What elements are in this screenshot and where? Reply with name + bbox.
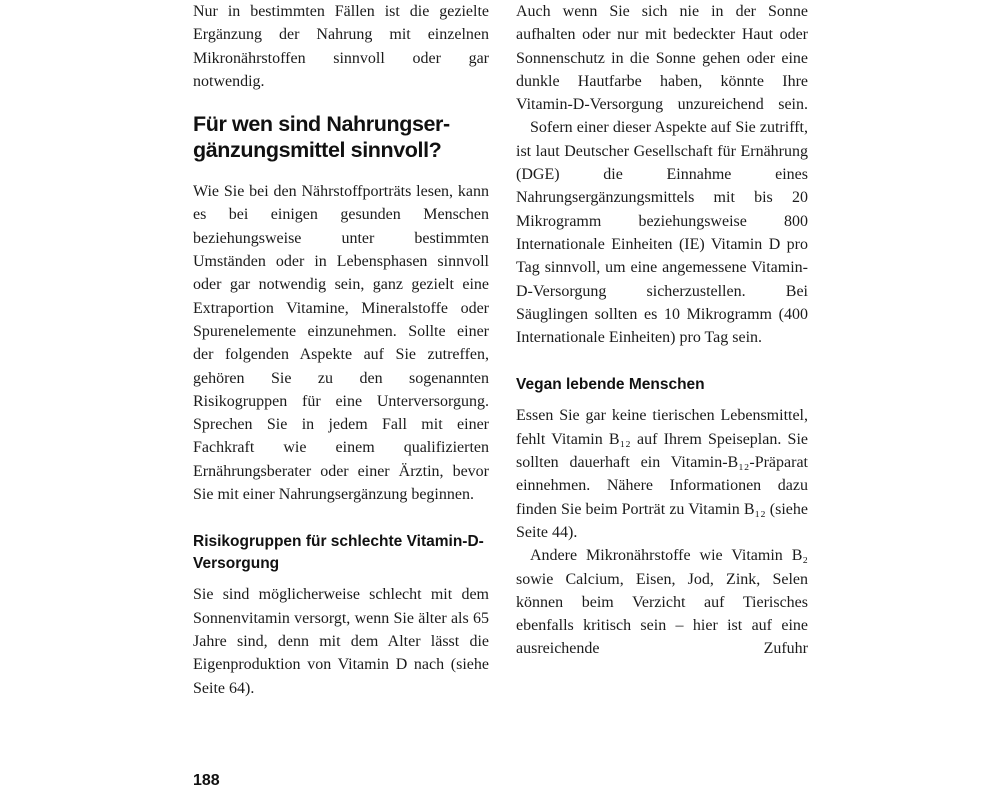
column-right — [516, 0, 808, 661]
column-left — [193, 0, 489, 700]
subsection-heading-vitamin-d: Risikogruppen für schlechte Vitamin-D-Versorgung — [193, 533, 484, 573]
paragraph-intro: Nur in bestimmten Fällen ist die gezielte Ergänzung der Nahrung mit einzelnen Mikronährstoffen sinnvoll oder gar notwendig. — [193, 3, 489, 90]
section-heading-line2: gänzungsmittel sinnvoll? — [193, 138, 442, 163]
page-number: 188 — [193, 772, 220, 789]
paragraph-vitamin-d: Sie sind möglicherweise schlecht mit dem Sonnenvitamin versorgt, wenn Sie älter als 65 Jahre sind, denn mit dem Alter lässt die Eigenproduktion von Vitamin D nach (siehe Seite 64). — [193, 586, 489, 697]
subsection-heading-vegan: Vegan lebende Menschen — [516, 376, 705, 394]
paragraph-risk-groups-intro: Wie Sie bei den Nährstoffporträts lesen, kann es bei einigen gesunden Menschen beziehungsweise unter bestimmten Umständen oder in Lebensphasen sinnvoll oder gar notwendig sein, ganz gezielt eine Extraportion Vitamine, Mineralstoffe oder Spurenelemente einzunehmen. Sollte einer der folgenden Aspekte auf Sie zutreffen, gehören Sie zu den sogenannten Risikogruppen für eine Unterversorgung. Sprechen Sie in jedem Fall mit einer Fachkraft wie einem qualifizierten Ernährungsberater oder einer Ärztin, bevor Sie mit einer Nahrungsergänzung beginnen. — [193, 183, 489, 504]
section-heading-line1: Für wen sind Nahrungser- — [193, 112, 450, 137]
paragraph-sun-exposure: Auch wenn Sie sich nie in der Sonne aufhalten oder nur mit bedeckter Haut oder Sonnenschutz in die Sonne gehen oder eine dunkle Hautfarbe haben, könnte Ihre Vitamin-D-Versorgung unzureichend sein. — [516, 3, 808, 114]
paragraph-other-micronutrients: Andere Mikronährstoffe wie Vitamin B₂ sowie Calcium, Eisen, Jod, Zink, Selen können beim Verzicht auf Tierisches ebenfalls kritisch sein – hier ist auf eine ausreichende Zufuhr — [516, 547, 808, 658]
paragraph-dge-recommendation: Sofern einer dieser Aspekte auf Sie zutrifft, ist laut Deutscher Gesellschaft für Ernährung (DGE) die Einnahme eines Nahrungsergänzungsmittels mit bis 20 Mikrogramm beziehungsweise 800 Internationale Einheiten (IE) Vitamin D pro Tag sinnvoll, um eine angemessene Vitamin-D-Versorgung sicherzustellen. Bei Säuglingen sollten es 10 Mikrogramm (400 Internationale Einheiten) pro Tag sein. — [516, 119, 808, 347]
section-heading — [193, 111, 489, 163]
paragraph-vegan-b12: Essen Sie gar keine tierischen Lebensmittel, fehlt Vitamin B₁₂ auf Ihrem Speiseplan. Sie sollten dauerhaft ein Vitamin-B₁₂-Präparat einnehmen. Nähere Informationen dazu finden Sie beim Porträt zu Vitamin B₁₂ (siehe Seite 44). — [516, 407, 808, 541]
